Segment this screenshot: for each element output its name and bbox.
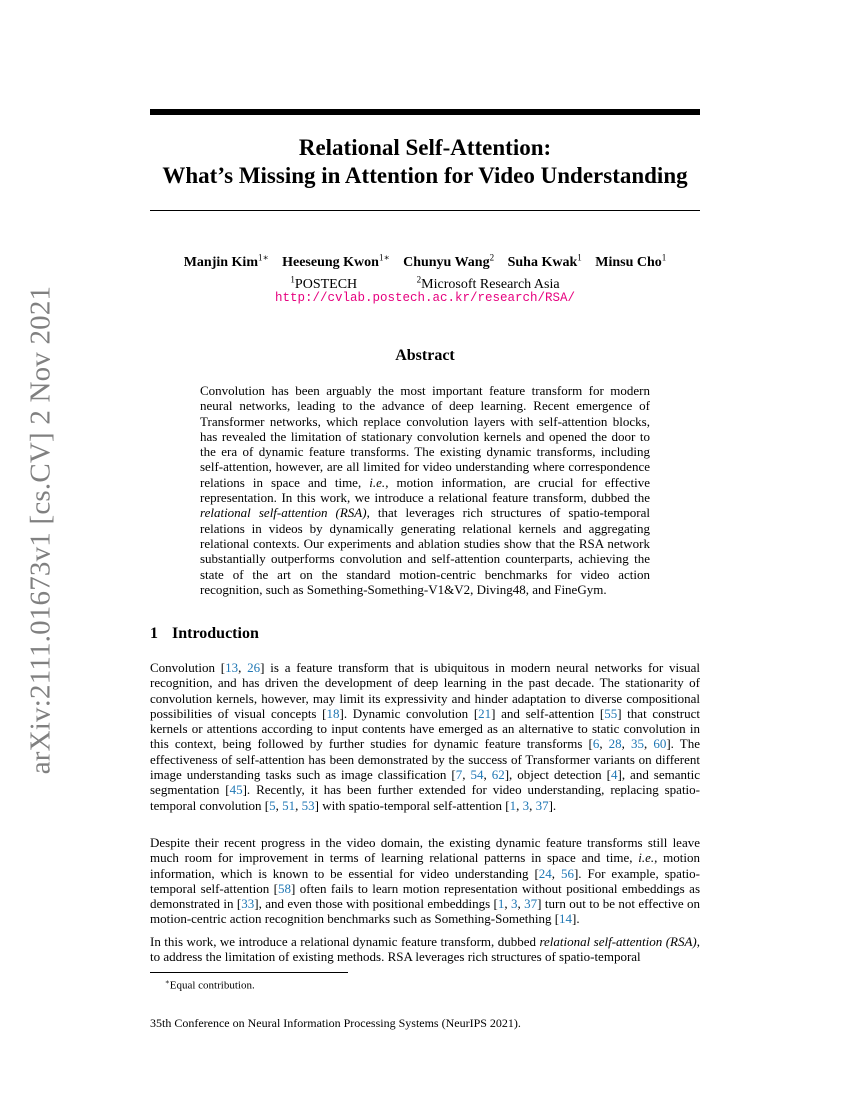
citation-link[interactable]: 5 [269,797,276,813]
citation-link[interactable]: 28 [608,736,622,752]
citation-link[interactable]: 1 [509,797,517,813]
author: Chunyu Wang$^2$ [403,252,495,270]
title-line-2: What’s Missing in Attention for Video Understanding [162,163,688,188]
author: Minsu Cho$^1$ [595,252,667,270]
citation-link[interactable]: 53 [301,797,315,813]
citation-link[interactable]: 51 [282,797,296,813]
author: Suha Kwak$^1$ [507,252,582,270]
citation-link[interactable]: 4 [610,767,618,783]
citation-link[interactable]: 37 [524,896,538,912]
citation-link[interactable]: 45 [229,782,243,798]
intro-paragraph-2: Despite their recent progress in the video domain, the existing dynamic feature transforms still leave much room for improvement in terms of learning relational patterns in space and time, i.e., motion information, which is known to be essential for video understanding [24, 56]. For example, spatio-temporal self-attention [58] often fails to learn motion representation without positional embeddings as demonstrated in [33], and even those with positional embeddings [1, 3, 37] turn out to be not effective on motion-centric action recognition benchmarks such as Something-Something [14]. [150,835,701,927]
citation-link[interactable]: 24 [538,865,552,881]
intro-paragraph-1: Convolution [13, 26] is a feature transform that is ubiquitous in modern neural networks for visual recognition, and has driven the development of deep learning in the past decade. The stationarity of convolution kernels, however, may limit its expressivity and hinder adaptation to diverse compositional possibilities of visual concepts [18]. Dynamic convolution [21] and self-attention [55] that construct kernels or attentions according to input contents have emerged as an alternative to static convolution in this context, being followed by further studies for dynamic feature transforms [6, 28, 35, 60]. The effectiveness of self-attention has been demonstrated by the success of Transformer variants on different image understanding tasks such as image classification [7, 54, 62], object detection [4], and semantic segmentation [45]. Recently, it has been further extended for video understanding, replacing spatio-temporal convolution [5, 51, 53] with spatio-temporal self-attention [1, 3, 37]. [150,660,701,813]
citation-link[interactable]: 35 [631,736,644,752]
affiliation: $^1$POSTECH [290,274,358,292]
citation-link[interactable]: 26 [247,660,261,675]
citation-link[interactable]: 1 [497,896,505,912]
affiliation: $^2$Microsoft Research Asia [416,274,560,292]
citation-link[interactable]: 21 [478,705,492,721]
author: Heeseung Kwon$^{1∗}$ [282,252,390,270]
abstract-heading: Abstract [395,347,455,364]
citation-link[interactable]: 56 [560,865,574,881]
conference-note: 35th Conference on Neural Information Processing Systems (NeurIPS 2021). [150,1016,521,1030]
abstract-body: Convolution has been arguably the most important feature transform for modern neural networks, leading to the advance of deep learning. Recent emergence of Transformer networks, which replace convolution layers with self-attention blocks, has revealed the limitation of stationary convolution kernels and opened the door to the era of dynamic feature transforms. The existing dynamic transforms, including self-attention, however, are all limited for video understanding where correspondence relations in space and time, i.e., motion information, are crucial for effective representation. In this work, we introduce a relational feature transform, dubbed the relational self-attention (RSA), that leverages rich structures of spatio-temporal relations in videos by dynamically generating relational kernels and aggregating relational contexts. Our experiments and ablation studies show that the RSA network substantially outperforms convolution and self-attention counterparts, achieving the state of the art on the standard motion-centric benchmarks for video action recognition, such as Something-Something-V1&V2, Diving48, and FineGym. [200,383,651,597]
citation-link[interactable]: 55 [604,705,618,721]
citation-link[interactable]: 13 [225,660,239,675]
citation-link[interactable]: 37 [535,797,549,813]
paper-title [150,134,700,190]
author-list [150,248,700,272]
section-heading-introduction: 1 Introduction [150,625,259,642]
citation-link[interactable]: 6 [592,736,600,752]
citation-link[interactable]: 62 [491,767,505,783]
author: Manjin Kim$^{1∗}$ [183,252,269,270]
title-bottom-rule [150,210,700,211]
footnote: ∗Equal contribution. [165,978,255,992]
citation-link[interactable]: 33 [241,896,255,912]
title-line-1: Relational Self-Attention: [298,135,552,160]
footnote-rule [150,972,348,973]
citation-link[interactable]: 54 [470,767,484,783]
citation-link[interactable]: 60 [653,736,667,752]
intro-paragraph-3: In this work, we introduce a relational dynamic feature transform, dubbed relational self-attention (RSA), to address the limitation of existing methods. RSA leverages rich structures of spatio-temporal [150,934,701,965]
title-top-rule [150,109,700,115]
citation-link[interactable]: 58 [278,880,291,896]
project-url-link[interactable]: http://cvlab.postech.ac.kr/research/RSA/ [274,291,576,305]
citation-link[interactable]: 3 [522,797,530,813]
arxiv-identifier: arXiv:2111.01673v1 [cs.CV] 2 Nov 2021 [24,285,57,775]
citation-link[interactable]: 18 [326,705,340,721]
citation-link[interactable]: 3 [511,896,518,912]
citation-link[interactable]: 14 [559,911,573,927]
citation-link[interactable]: 7 [455,767,463,783]
